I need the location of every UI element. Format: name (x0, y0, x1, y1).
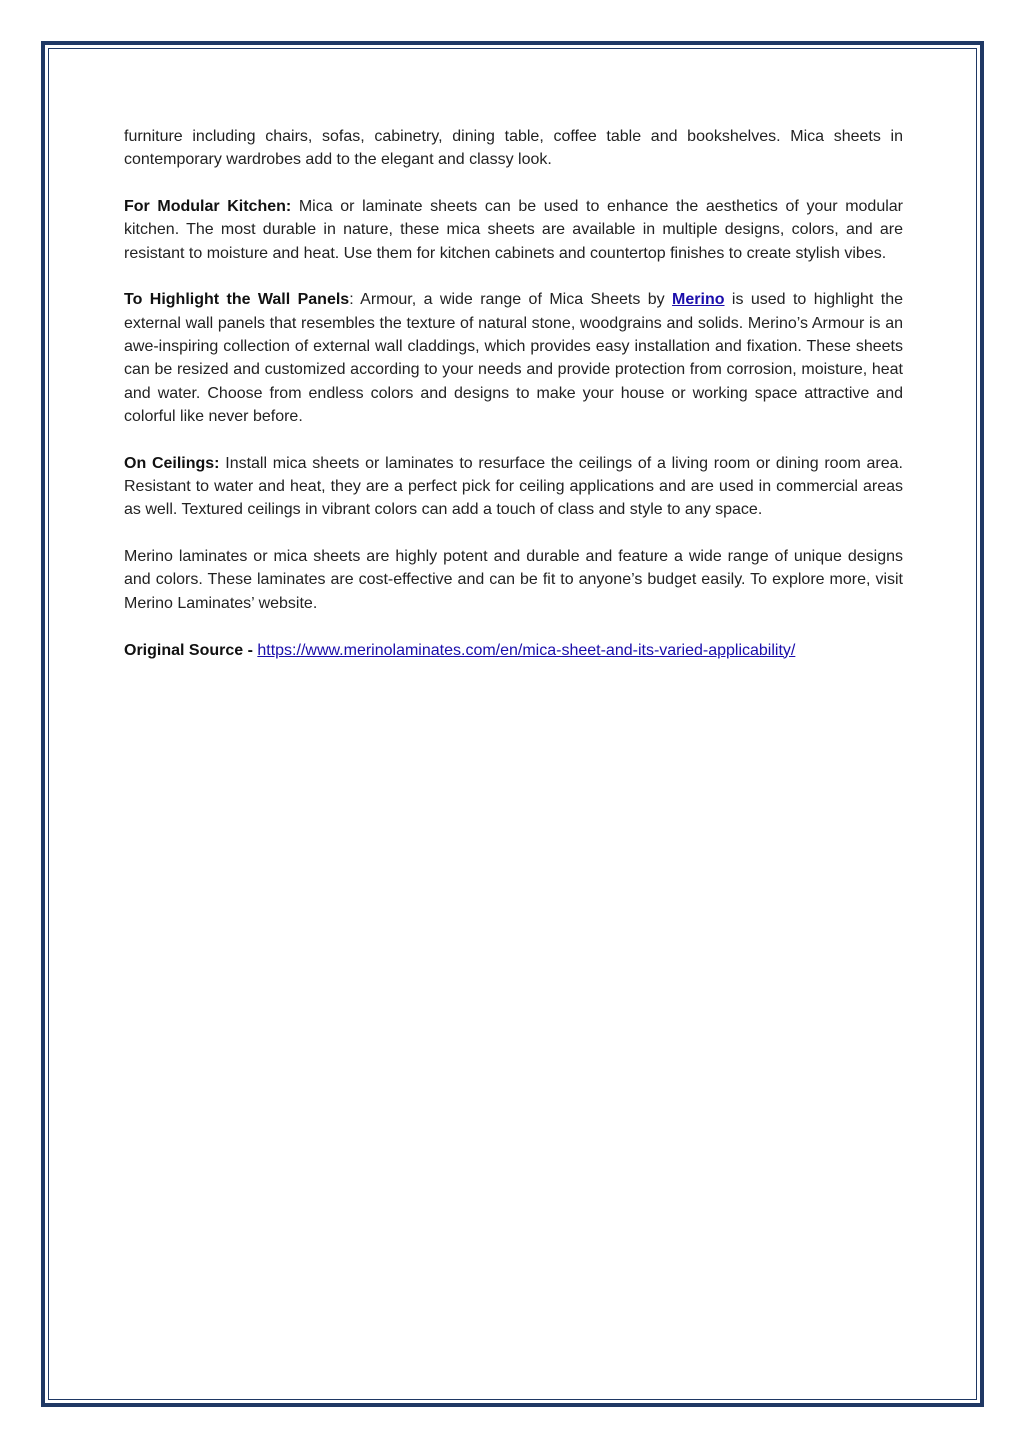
paragraph-ceilings (124, 452, 903, 522)
paragraph-text: Merino laminates or mica sheets are highly potent and durable and feature a wide range of unique designs and colors. These laminates are cost-effective and can be fit to anyone’s budget easily. To explore more, visit Merino Laminates’ website. (124, 548, 903, 612)
paragraph-text: furniture including chairs, sofas, cabinetry, dining table, coffee table and bookshelves. Mica sheets in contemporary wardrobes add to the elegant and classy look. (124, 128, 903, 169)
paragraph-conclusion (124, 545, 903, 615)
section-heading-modular-kitchen: For Modular Kitchen: (124, 198, 292, 216)
section-heading-wall-panels: To Highlight the Wall Panels (124, 291, 350, 309)
document-body (124, 125, 903, 685)
paragraph-furniture (124, 125, 903, 172)
paragraph-text-after-link: is used to highlight the external wall panels that resembles the texture of natural stone, woodgrains and solids. Merino’s Armour is an awe-inspiring collection of external wall claddings, which provides easy installation and fixation. These sheets can be resized and customized according to your needs and provide protection from corrosion, moisture, heat and water. Choose from endless colors and designs to make your house or working space attractive and colorful like never before. (124, 291, 903, 425)
paragraph-text: Install mica sheets or laminates to resurface the ceilings of a living room or dining room area. Resistant to water and heat, they are a perfect pick for ceiling applications and are used in commercial areas as well. Textured ceilings in vibrant colors can add a touch of class and style to any space. (124, 454, 903, 519)
section-heading-ceilings: On Ceilings: (124, 454, 220, 472)
original-source-link[interactable]: https://www.merinolaminates.com/en/mica-sheet-and-its-varied-applicability/ (257, 641, 796, 659)
paragraph-wall-panels (124, 288, 903, 428)
paragraph-text: Mica or laminate sheets can be used to enhance the aesthetics of your modular kitchen. The most durable in nature, these mica sheets are available in multiple designs, colors, and are resistant to moisture and heat. Use them for kitchen cabinets and countertop finishes to create stylish vibes. (124, 198, 903, 262)
original-source-label: Original Source - (124, 641, 258, 659)
merino-link[interactable]: Merino (672, 291, 725, 309)
original-source-line (124, 639, 903, 662)
paragraph-text-before-link: : Armour, a wide range of Mica Sheets by (349, 291, 673, 309)
paragraph-modular-kitchen (124, 195, 903, 265)
